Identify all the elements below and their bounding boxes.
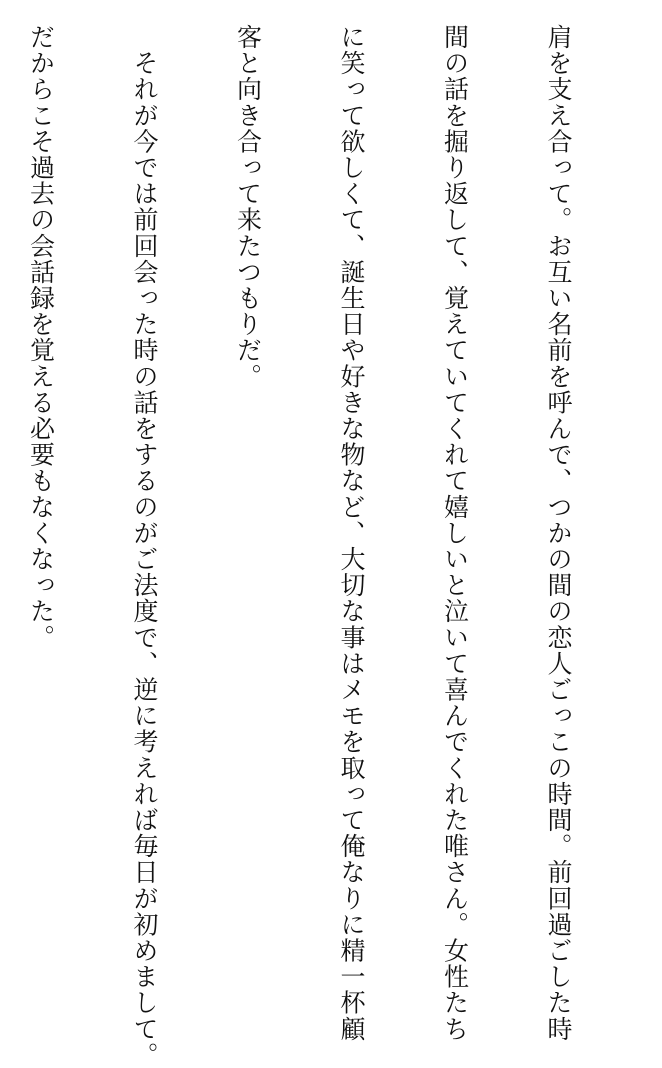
text-line: だからこそ過去の会話録を覚える必要もなくなった。: [26, 24, 56, 651]
vertical-text-body: [0, 24, 644, 1068]
text-line: 客と向き合って来たつもりだ。: [233, 24, 263, 390]
text-line: 間の話を掘り返して、覚えていてくれて嬉しいと泣いて喜んでくれた唯さん。女性たち: [440, 24, 470, 1042]
text-line: それが今では前回会った時の話をするのがご法度で、逆に考えれば毎日が初めまして。: [130, 24, 159, 1068]
text-line: 肩を支え合って。お互い名前を呼んで、つかの間の恋人ごっこの時間。前回過ごした時: [544, 24, 573, 1042]
text-line: に笑って欲しくて、誕生日や好きな物など、大切な事はメモを取って俺なりに精一杯顧: [337, 24, 366, 1042]
